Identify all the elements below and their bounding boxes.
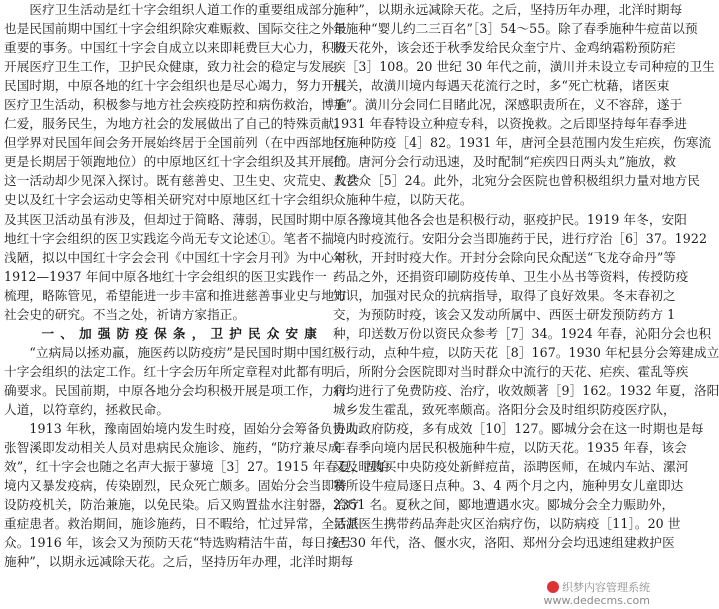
right-column-line: 2351 名。夏秋之间，郾地遭遇水灾。郾城分会全力赈助外，: [333, 497, 675, 513]
left-column-line: 这一活动却少见深入探讨。既有慈善史、卫生史、灾荒史、教会: [4, 173, 360, 189]
right-column-line: 病均进行了免费防疫、治疗，收效颇著［9］162。1932 年夏，洛阳: [333, 382, 719, 398]
left-column-line: 开展医疗卫生工作，卫护民众健康，致力社会的稳定与发展。: [4, 59, 347, 75]
left-column-line: “立病局以拯劝羸，施医药以防疫疠”是民国时期中国红: [4, 344, 335, 360]
left-column-line: 境内又暴发疫病，传染剧烈，民众死亡颇多。固始分会当即特: [4, 478, 347, 494]
watermark-title: 织梦内容管理系统: [562, 581, 650, 594]
right-column-line: 知识，加强对民众的抗病指导，取得了良好效果。冬末春初之: [333, 287, 676, 303]
right-column-line: 疾［3］108。20 世纪 30 年代之前，潢川并未设立专司种痘的卫生: [333, 59, 715, 75]
left-column-line: 医疗卫生活动，积极参与地方社会疾疫防控和病伤救治，博施: [4, 97, 347, 113]
right-column-line: 极行动，点种牛痘，以防天花［8］167。1930 年杞县分会筹建成立: [333, 344, 719, 360]
right-column-line: 机关，故潢川境内每遇天花流行之时，多“死亡枕藉，诸医束: [333, 78, 670, 94]
right-column-line: 行施种防疫［4］82。1931 年，唐河全县范围内发生疟疾，伤寒流: [333, 135, 712, 151]
left-column-line: 医疗卫生活动是红十字会组织人道工作的重要组成部分，: [4, 2, 347, 17]
right-text-column: [333, 0, 719, 552]
left-column-line: 一、加强防疫保条，卫护民众安康: [4, 325, 317, 341]
left-column-line: 设防疫机关，防治兼施，以免民染。后又购置盐水注射器，治疗: [4, 497, 360, 513]
left-column-line: 1912—1937 年间中原各地红十字会组织的医卫实践作一: [4, 268, 327, 284]
watermark: [544, 581, 650, 607]
left-column-line: 重症患者。救治期间，施诊施药，日不暇给，忙过异常，全活甚: [4, 516, 360, 532]
right-column-line: 交，为预防时疫，该会又发动所属中、西医士研发预防药方 1: [333, 306, 676, 322]
right-column-line: 防天花外，该会还于秋季发给民众奎宁片、金鸡纳霜粉预防疟: [333, 40, 676, 56]
left-column-line: 十字会组织的法定工作。红十字会历年所定章程对此都有明: [4, 363, 335, 379]
left-column-line: 效”，红十字会也随之名声大振于蓼境［3］27。1915 年春夏，固始: [4, 459, 389, 475]
right-column-line: 施种”，以期永远减除天花。之后，坚持历年办理，北洋时期每: [333, 2, 683, 17]
left-column-line: 确要求。民国前期，中原各地分会均积极开展是项工作，力行: [4, 382, 347, 398]
left-column-line: 浅陋，拟以中国红十字会会刊《中国红十字会月刊》为中心对: [4, 249, 347, 265]
right-column-line: 另派医生携带药品奔赴灾区治病疗伤，以防病疫［11］。20 世: [333, 516, 681, 532]
left-column-line: 仁爱，服务民生，为地方社会的发展做出了自己的特殊贡献。: [4, 116, 347, 132]
left-column-line: 人道，以符章约，拯救民命。: [4, 401, 170, 417]
right-column-line: 又及时购买中央防疫处新鲜痘苗，添聘医师，在城内车站、漯河: [333, 459, 689, 475]
right-column-line: 协助政府防疫，多有成效［10］127。郾城分会在这一时期也是每: [333, 421, 704, 437]
right-column-line: 境内时疫流行。安阳分会当即施药于民，进行疗治［6］37。1922: [333, 230, 708, 246]
right-column-line: 城乡发生霍乱，致死率颇高。洛阳分会及时组织防疫医疗队，: [333, 401, 676, 417]
right-column-line: 手”。潢川分会同仁目睹此况，深感职责所在，义不容辞，遂于: [333, 97, 683, 113]
left-column-line: 但学界对民国年间会务开展始终居于全国前列（在中西部地区: [4, 135, 347, 151]
left-text-column: [4, 0, 389, 571]
left-column-line: 重要的事务。中国红十字会自成立以来即耗费巨大心力，积极: [4, 40, 347, 56]
left-column-line: 也是民国前期中国红十字会组织除灾难赈救、国际交往之外最: [4, 21, 347, 37]
left-column-line: 社会史的研究。不当之处，祈请方家指正。: [4, 306, 246, 322]
left-column-line: 众。1916 年，该会又为预防天花“特选购精洁牛苗，每日按号: [4, 535, 352, 551]
right-column-line: 人甚众［5］24。此外，北宛分会医院也曾积极组织力量对地方民: [333, 173, 701, 189]
left-column-line: 1913 年秋，豫南固始境内发生时疫，固始分会筹备负责人: [4, 421, 358, 437]
watermark-url: www.dedecms.com: [543, 594, 650, 607]
right-column-line: 纪 30 年代，洛、偃水灾，洛阳、郑州分会均迅速组建救护医: [333, 535, 675, 551]
left-column-line: 及其医卫活动虽有涉及，但却过于简略、薄弱，民国时期中原各: [4, 211, 360, 227]
left-column-line: 施种”，以期永远减除天花。之后，坚持历年办理，北洋时期每: [4, 554, 354, 570]
right-column-line: 年秋，开封时疫大作。开封分会除向民众配送“飞龙夺命丹”等: [333, 249, 677, 265]
dedecms-logo-icon: [547, 581, 559, 593]
right-column-line: 种，印送数万份以资民众参考［7］34。1924 年春，沁阳分会也积: [333, 325, 712, 341]
right-column-line: 豫境其他各会也是积极行动，驱疫护民。1919 年冬，安阳: [333, 211, 687, 227]
right-column-line: 众施种牛痘，以防天花。: [333, 192, 473, 208]
right-column-line: 后，所附分会医院即对当时群众中流行的天花、疟疾、霍乱等疾: [333, 363, 689, 379]
left-column-line: 张智溪即发动相关人员对患病民众施诊、施药，“防疗兼尽成: [4, 440, 341, 456]
left-column-line: 民国时期，中原各地的红十字会组织也是尽心竭力，努力开展: [4, 78, 347, 94]
right-column-line: 行。唐河分会行动迅速，及时配制“疟疾四日两头丸”施放，救: [333, 154, 677, 170]
left-column-line: 更是长期居于领跑地位）的中原地区红十字会组织及其开展的: [4, 154, 347, 170]
left-column-line: 梳理，略陈管见，希望能进一步丰富和推进慈善事业史与地方: [4, 287, 347, 303]
right-column-line: 药品之外，还捐资印刷防疫传单、卫生小丛书等资料，传授防疫: [333, 268, 689, 284]
left-column-line: 史以及红十字会运动史等相关研究对中原地区红十字会组织: [4, 192, 335, 208]
right-column-line: 1931 年春特设立种痘专科，以资挽救。之后即坚持每年春季进: [333, 116, 687, 132]
right-column-line: 年施种“婴儿约二三百名”［3］54～55。除了春季施种牛痘苗以预: [333, 21, 698, 37]
left-column-line: 地红十字会组织的医卫实践迄今尚无专文论述①。笔者不揣: [4, 230, 335, 246]
right-column-line: 年春季向境内居民积极施种牛痘，以防天花。1935 年春，该会: [333, 440, 687, 456]
right-column-line: 寨所设牛痘局逐日点种。3、4 两个月之内，施种男女儿童即达: [333, 478, 684, 494]
